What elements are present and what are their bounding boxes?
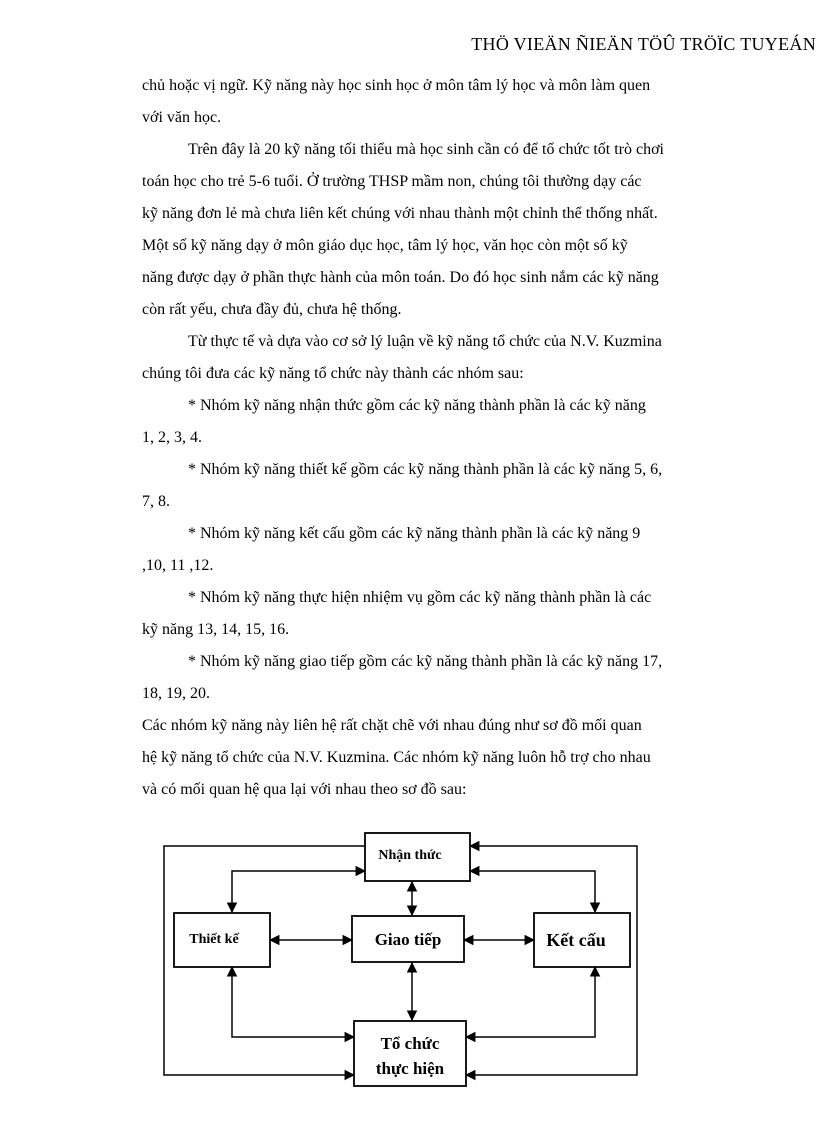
- text-line: Các nhóm kỹ năng này liên hệ rất chặt chẽ với nhau đúng như sơ đồ mối quan: [142, 717, 642, 734]
- text-line: Một số kỹ năng dạy ở môn giáo dục học, tâm lý học, văn học còn một số kỹ: [142, 237, 628, 254]
- label-thiet-ke: Thiết kế: [189, 932, 239, 947]
- label-to-chuc: Tổ chức: [380, 1034, 440, 1053]
- text-line: với văn học.: [142, 109, 222, 126]
- text-line: còn rất yếu, chưa đầy đủ, chưa hệ thống.: [142, 301, 402, 318]
- text-line: chúng tôi đưa các kỹ năng tổ chức này thành các nhóm sau:: [142, 365, 524, 382]
- label-nhan-thuc: Nhận thức: [378, 848, 442, 863]
- connector-nhanthuc-ketcau: [470, 871, 595, 912]
- text-line: ,10, 11 ,12.: [142, 557, 214, 574]
- text-line: hệ kỹ năng tổ chức của N.V. Kuzmina. Các nhóm kỹ năng luôn hỗ trợ cho nhau: [142, 749, 651, 766]
- text-line: * Nhóm kỹ năng kết cấu gồm các kỹ năng thành phần là các kỹ năng 9: [188, 525, 641, 542]
- label-giao-tiep: Giao tiếp: [374, 930, 442, 949]
- text-line: * Nhóm kỹ năng thiết kế gồm các kỹ năng thành phần là các kỹ năng 5, 6,: [188, 461, 663, 478]
- text-line: * Nhóm kỹ năng giao tiếp gồm các kỹ năng thành phần là các kỹ năng 17,: [188, 653, 663, 670]
- text-line: kỹ năng 13, 14, 15, 16.: [142, 621, 290, 638]
- text-line: 7, 8.: [142, 493, 170, 510]
- label-thuc-hien: thực hiện: [375, 1059, 445, 1078]
- text-line: 18, 19, 20.: [142, 685, 210, 702]
- text-line: * Nhóm kỹ năng thực hiện nhiệm vụ gồm các kỹ năng thành phần là các: [188, 589, 652, 606]
- page-header: THÖ VIEÄN ÑIEÄN TÖÛ TRÖÏC TUYEÁN: [471, 34, 816, 54]
- text-line: và có mối quan hệ qua lại với nhau theo sơ đồ sau:: [142, 781, 467, 798]
- text-line: Trên đây là 20 kỹ năng tối thiểu mà học sinh cần có để tổ chức tốt trò chơi: [188, 141, 664, 158]
- text-line: toán học cho trẻ 5-6 tuổi. Ở trường THSP mầm non, chúng tôi thường dạy các: [142, 173, 642, 190]
- connector-ketcau-tochuc: [466, 967, 595, 1037]
- connector-nhanthuc-thietke: [232, 871, 365, 912]
- text-line: 1, 2, 3, 4.: [142, 429, 202, 446]
- text-line: kỹ năng đơn lẻ mà chưa liên kết chúng với nhau thành một chỉnh thể thống nhất.: [142, 205, 658, 222]
- connector-thietke-tochuc: [232, 967, 354, 1037]
- text-line: Từ thực tế và dựa vào cơ sở lý luận về kỹ năng tổ chức của N.V. Kuzmina: [188, 333, 662, 350]
- text-line: * Nhóm kỹ năng nhận thức gồm các kỹ năng thành phần là các kỹ năng: [188, 397, 646, 414]
- label-ket-cau: Kết cấu: [546, 930, 606, 950]
- text-line: chủ hoặc vị ngữ. Kỹ năng này học sinh học ở môn tâm lý học và môn làm quen: [142, 77, 651, 94]
- text-line: năng được dạy ở phần thực hành của môn toán. Do đó học sinh nắm các kỹ năng: [142, 269, 659, 286]
